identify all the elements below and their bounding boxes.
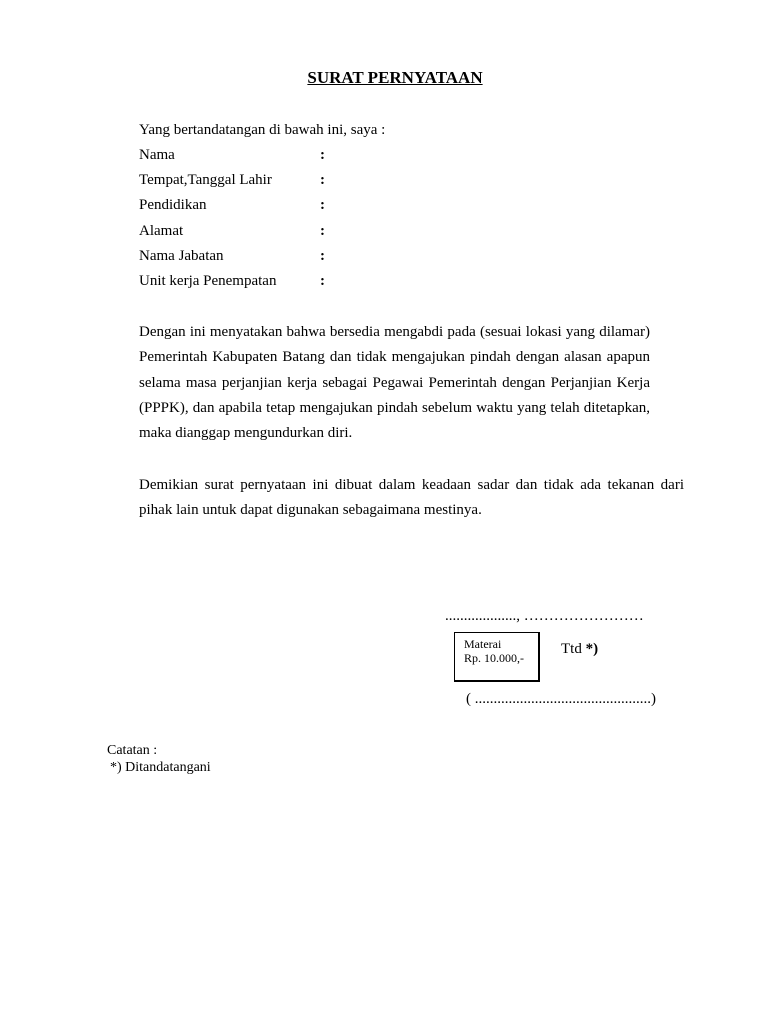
notes-label: Catatan : — [107, 743, 158, 758]
field-separator: : — [320, 147, 325, 163]
signer-name-line: ( ...............................................) — [466, 691, 656, 707]
field-separator: : — [320, 272, 325, 289]
statement-paragraph: Dengan ini menyatakan bahwa bersedia mengabdi pada (sesuai lokasi yang dilamar) Pemerintah Kabupaten Batang dan tidak mengajukan pindah dengan alasan apapun selama masa perjanjian kerja sebagai Pegawai Pemerintah dengan Perjanjian Kerja (PPPK), dan apabila tetap mengajukan pindah sebelum waktu yang telah ditetapkan, maka dianggap mengundurkan diri. — [139, 324, 650, 442]
ttd-mark: *) — [585, 641, 599, 657]
field-label: Nama Jabatan — [139, 247, 224, 264]
field-label: Nama — [139, 147, 175, 163]
field-label: Alamat — [139, 222, 184, 239]
field-separator: : — [320, 222, 325, 239]
field-label: Tempat,Tanggal Lahir — [139, 172, 272, 189]
field-separator: : — [320, 197, 325, 214]
field-label: Unit kerja Penempatan — [139, 272, 277, 289]
materai-label: Materai — [464, 637, 502, 651]
materai-stamp-box — [454, 632, 540, 682]
field-label: Pendidikan — [139, 197, 207, 214]
ttd-text: Ttd — [561, 641, 586, 657]
document-title: SURAT PERNYATAAN — [307, 68, 483, 87]
note-item: *) Ditandatangani — [110, 760, 211, 775]
materai-value: Rp. 10.000,- — [464, 651, 524, 665]
closing-paragraph: Demikian surat pernyataan ini dibuat dalam keadaan sadar dan tidak ada tekanan dari pihak lain untuk dapat digunakan sebagaimana mestinya. — [139, 477, 684, 518]
field-separator: : — [320, 247, 325, 264]
field-separator: : — [320, 172, 325, 189]
place-date-line: ..................., …………………… — [445, 608, 644, 624]
signature-label — [561, 641, 598, 658]
intro-text: Yang bertandatangan di bawah ini, saya : — [139, 122, 386, 138]
